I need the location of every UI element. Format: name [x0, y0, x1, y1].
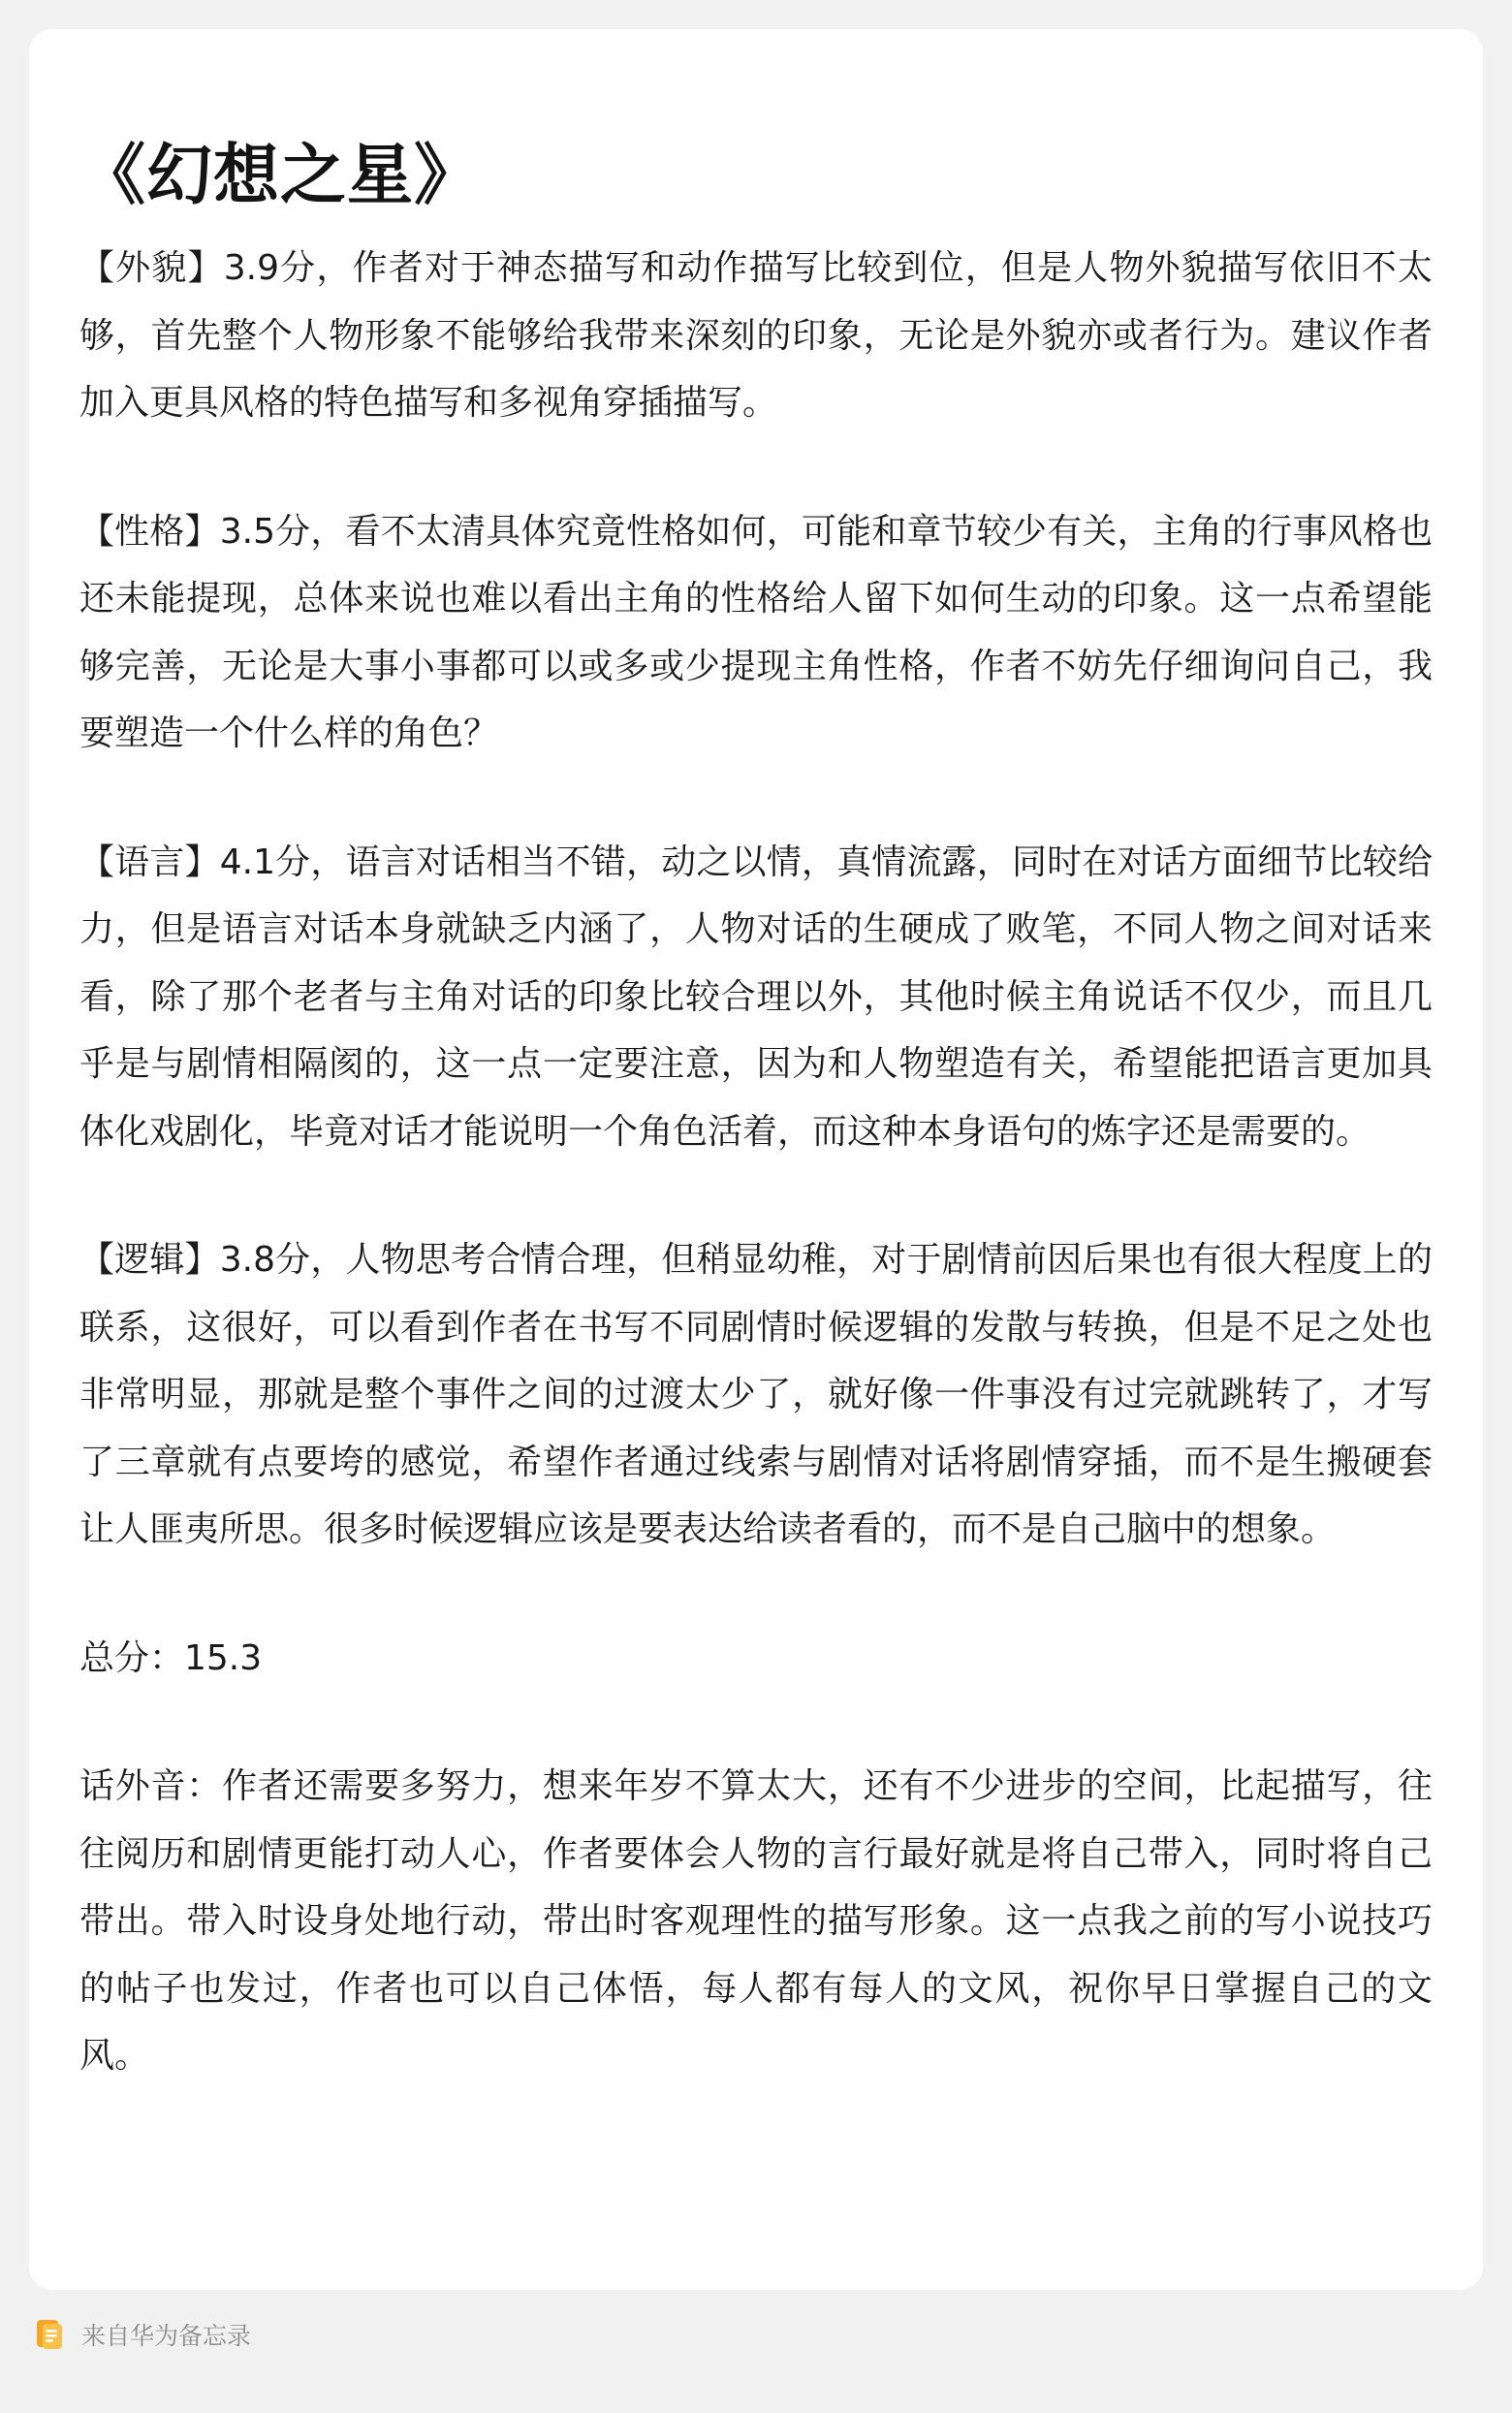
paragraph-gap — [79, 1165, 1433, 1226]
source-footer — [35, 2315, 251, 2354]
total-score: 总分：15.3 — [79, 1637, 263, 1678]
paragraph-language: 【语言】4.1分，语言对话相当不错，动之以情，真情流露，同时在对话方面细节比较给力，但是语言对话本身就缺乏内涵了，人物对话的生硬成了败笔，不同人物之间对话来看，除了那个老者与主角对话的印象比较合理以外，其他时候主角说话不仅少，而且几乎是与剧情相隔阂的，这一点一定要注意，因为和人物塑造有关，希望能把语言更加具体化戏剧化，毕竟对话才能说明一个角色活着，而这种本身语句的炼字还是需要的。 — [79, 841, 1433, 1152]
note-title: 《幻想之星》 — [79, 138, 482, 214]
paragraph-gap — [79, 437, 1433, 498]
paragraph-personality: 【性格】3.5分，看不太清具体究竟性格如何，可能和章节较少有关，主角的行事风格也还未能提现，总体来说也难以看出主角的性格给人留下如何生动的印象。这一点希望能够完善，无论是大事小事都可以或多或少提现主角性格，作者不妨先仔细询问自己，我要塑造一个什么样的角色？ — [79, 511, 1433, 753]
paragraph-logic: 【逻辑】3.8分，人物思考合情合理，但稍显幼稚，对于剧情前因后果也有很大程度上的联系，这很好，可以看到作者在书写不同剧情时候逻辑的发散与转换，但是不足之处也非常明显，那就是整个事件之间的过渡太少了，就好像一件事没有过完就跳转了，才写了三章就有点要垮的感觉，希望作者通过线索与剧情对话将剧情穿插，而不是生搬硬套让人匪夷所思。很多时候逻辑应该是要表达给读者看的，而不是自己脑中的想象。 — [79, 1240, 1433, 1549]
paragraph-appearance: 【外貌】3.9分，作者对于神态描写和动作描写比较到位，但是人物外貌描写依旧不太够，首先整个人物形象不能够给我带来深刻的印象，无论是外貌亦或者行为。建议作者加入更具风格的特色描写和多视角穿插描写。 — [79, 248, 1433, 423]
paragraph-gap — [79, 1564, 1433, 1625]
paragraph-afterword: 话外音：作者还需要多努力，想来年岁不算太大，还有不少进步的空间，比起描写，往往阅历和剧情更能打动人心，作者要体会人物的言行最好就是将自己带入，同时将自己带出。带入时设身处地行动，带出时客观理性的描写形象。这一点我之前的写小说技巧的帖子也发过，作者也可以自己体悟，每人都有每人的文风，祝你早日掌握自己的文风。 — [79, 1766, 1433, 2076]
paragraph-gap — [79, 1692, 1433, 1753]
source-label: 来自华为备忘录 — [81, 2322, 252, 2350]
memo-card — [29, 29, 1483, 2290]
paragraph-gap — [79, 768, 1433, 829]
notepad-icon — [35, 2318, 64, 2351]
